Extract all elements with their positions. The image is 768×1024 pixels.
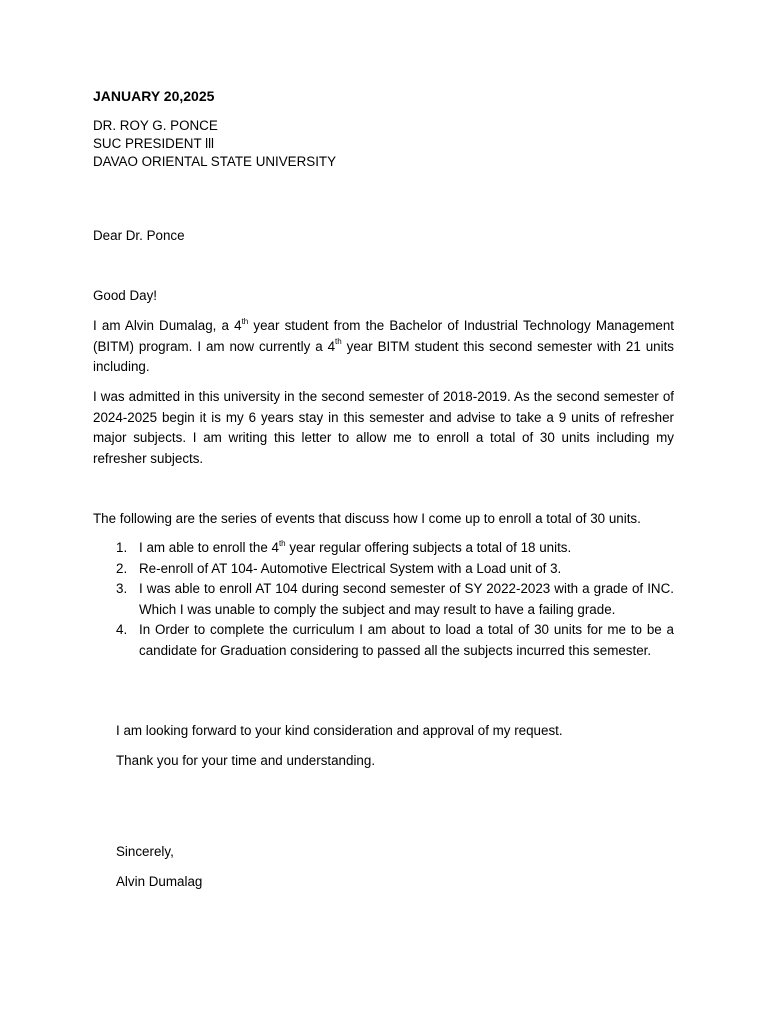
list-number: 1. — [116, 540, 128, 555]
event-4-text: In Order to complete the curriculum I am about to load a total of 30 units for me to be a candidate for Graduation considering to passed all the subjects incurred this semester. — [139, 622, 674, 658]
list-item — [93, 559, 674, 580]
closing-thanks: Thank you for your time and understanding. — [116, 753, 376, 768]
salutation: Dear Dr. Ponce — [93, 228, 185, 243]
paragraph-events-intro: The following are the series of events that discuss how I come up to enroll a total of 30 units. — [93, 511, 641, 526]
letter-date: JANUARY 20,2025 — [93, 88, 215, 104]
event-2-text: Re-enroll of AT 104- Automotive Electrical System with a Load unit of 3. — [139, 560, 562, 576]
greeting: Good Day! — [93, 288, 158, 303]
para1-sup-1: th — [241, 316, 249, 326]
para1-sup-2: th — [335, 337, 342, 347]
closing-request: I am looking forward to your kind consideration and approval of my request. — [116, 723, 563, 738]
recipient-name: DR. ROY G. PONCE — [93, 118, 218, 133]
recipient-institution: DAVAO ORIENTAL STATE UNIVERSITY — [93, 154, 337, 169]
recipient-title: SUC PRESIDENT lll — [93, 136, 215, 151]
complimentary-close: Sincerely, — [116, 844, 174, 859]
list-number: 3. — [116, 581, 128, 597]
list-item — [93, 620, 674, 661]
para1-part-b: year student from the Bachelor of Industrial Technology Management (BITM) program. I am now currently a 4 — [93, 318, 674, 354]
paragraph-background: I was admitted in this university in the second semester of 2018-2019. As the second semester of 2024-2025 begin it is my 6 years stay in this semester and advise to take a 9 units of refresher major subjects. I am writing this letter to allow me to enroll a total of 30 units including my refresher subjects. — [93, 389, 674, 466]
para1-part-a: I am Alvin Dumalag, a 4 — [93, 318, 242, 333]
event-1-part-b: year regular offering subjects a total of 18 units. — [285, 540, 572, 555]
event-3-text: I was able to enroll AT 104 during second semester of SY 2022-2023 with a grade of INC. Which I was unable to comply the subject and may result to have a failing grade. — [139, 581, 674, 617]
list-number: 4. — [116, 622, 128, 638]
list-number: 2. — [116, 560, 128, 576]
signature-name: Alvin Dumalag — [116, 874, 203, 889]
list-item — [93, 579, 674, 620]
event-1-sup: th — [278, 538, 286, 548]
paragraph-introduction — [93, 316, 674, 378]
list-item — [93, 538, 674, 559]
event-1-part-a: I am able to enroll the 4 — [139, 540, 279, 555]
events-list — [93, 538, 674, 662]
recipient-address — [93, 117, 674, 171]
para1-part-c: year BITM student this second semester with 21 units including. — [93, 338, 674, 375]
